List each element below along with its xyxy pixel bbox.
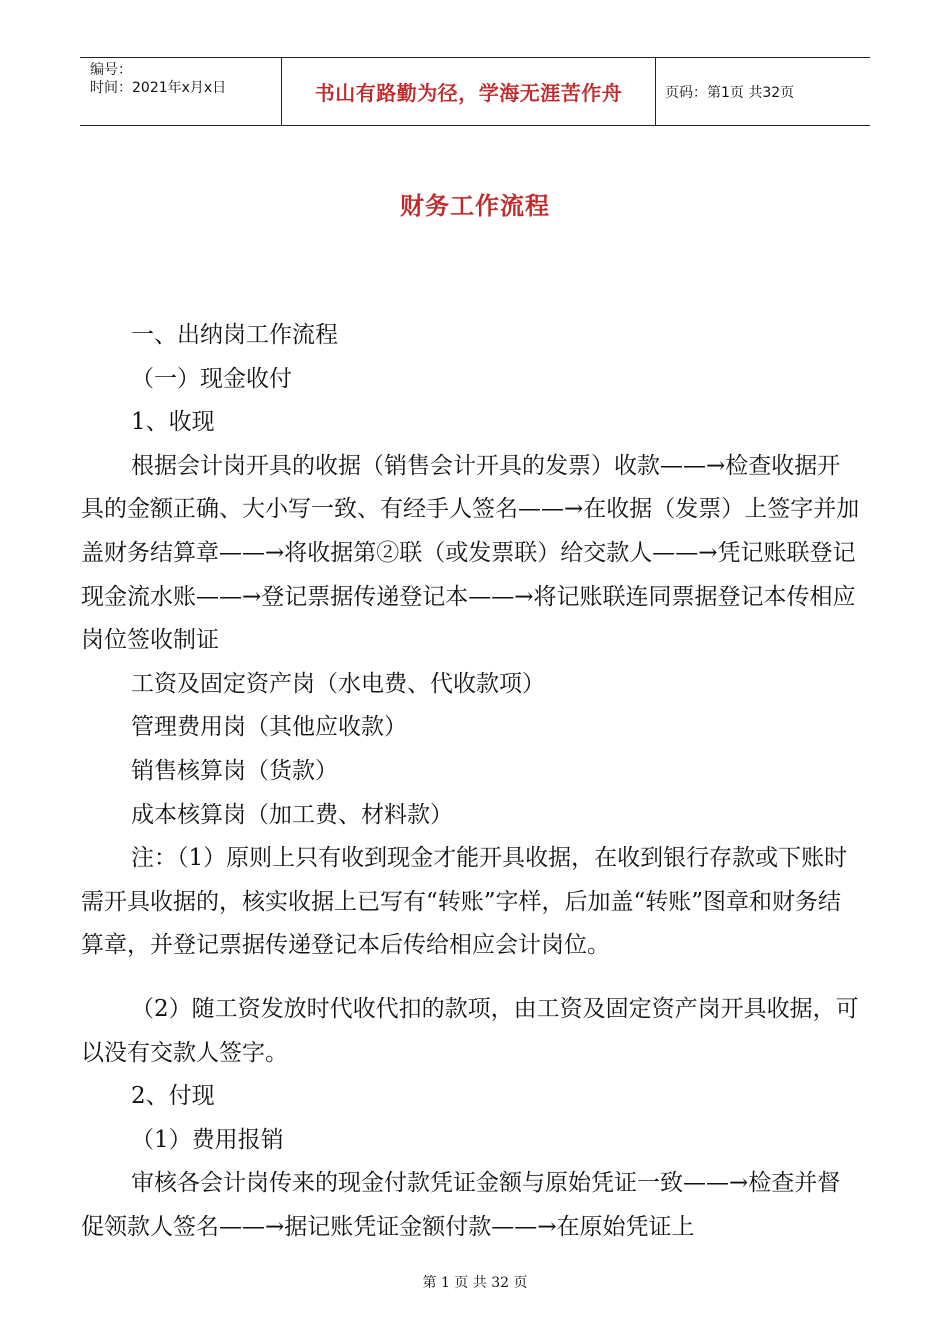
- header-motto: 书山有路勤为径，学海无涯苦作舟: [314, 81, 623, 105]
- subsection-heading: （一）现金收付: [131, 365, 292, 392]
- header-motto-cell: [281, 58, 656, 125]
- note-paragraph: 注：（1）原则上只有收到现金才能开具收据，在收到银行存款或下账时需开具收据的，核实收据上已写有“转账”字样，后加盖“转账”图章和财务结算章，并登记票据传递登记本后传给相应会计岗位。: [81, 845, 848, 959]
- note-paragraph: （2）随工资发放时代收代扣的款项，由工资及固定资产岗开具收据，可以没有交款人签字。: [81, 995, 859, 1066]
- document-header: [80, 57, 870, 126]
- subitem-heading: （1）费用报销: [131, 1126, 284, 1153]
- item-heading: 1、收现: [131, 409, 215, 436]
- list-item: 管理费用岗（其他应收款）: [131, 714, 407, 741]
- body-paragraph: 审核各会计岗传来的现金付款凭证金额与原始凭证一致——→检查并督促领款人签名——→据记账凭证金额付款——→在原始凭证上: [81, 1170, 841, 1240]
- document-body: [81, 314, 861, 1249]
- document-title: 财务工作流程: [400, 192, 550, 220]
- list-item: 工资及固定资产岗（水电费、代收款项）: [131, 670, 545, 697]
- page-footer: 第 1 页 共 32 页: [422, 1275, 528, 1291]
- list-item: 成本核算岗（加工费、材料款）: [131, 801, 453, 828]
- header-meta-cell: [80, 58, 281, 125]
- list-item: 销售核算岗（货款）: [131, 757, 338, 784]
- header-page-cell: [655, 58, 870, 125]
- body-paragraph: 根据会计岗开具的收据（销售会计开具的发票）收款——→检查收据开具的金额正确、大小写一致、有经手人签名——→在收据（发票）上签字并加盖财务结算章——→将收据第②联（或发票联）给交款人——→凭记账联登记现金流水账——→登记票据传递登记本——→将记账联连同票据登记本传相应岗位签收制证: [81, 452, 860, 654]
- item-heading: 2、付现: [131, 1083, 215, 1110]
- document-number-label: 编号：: [90, 62, 132, 78]
- header-page-info: 页码：第1页 共32页: [665, 84, 795, 101]
- section-heading: 一、出纳岗工作流程: [131, 322, 338, 348]
- document-time-label: 时间：2021年x月x日: [90, 80, 227, 96]
